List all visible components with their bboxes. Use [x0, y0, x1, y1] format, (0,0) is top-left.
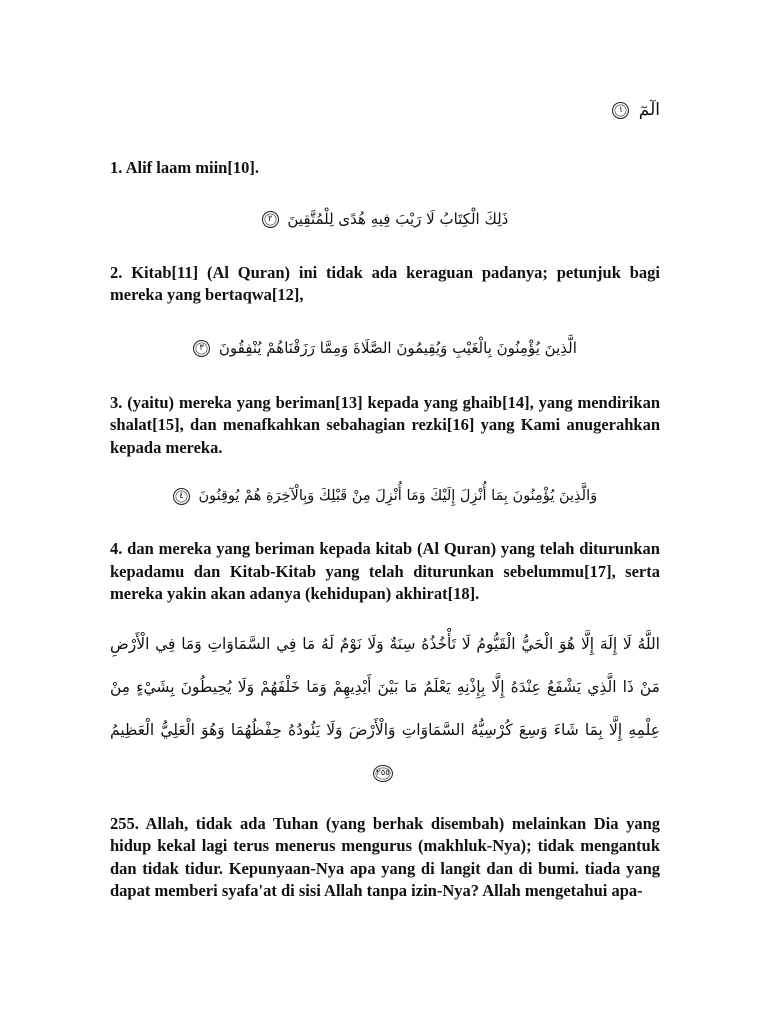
arabic-verse-text: الَّذِينَ يُؤْمِنُونَ بِالْغَيْبِ وَيُقِيمُونَ الصَّلَاةَ وَمِمَّا رَزَقْنَاهُمْ يُنْفِقُونَ: [218, 338, 577, 357]
ayah-end-marker: ٢٥٥: [373, 765, 393, 782]
arabic-verse-text: اللَّهُ لَا إِلَهَ إِلَّا هُوَ الْحَيُّ الْقَيُّومُ لَا تَأْخُذُهُ سِنَةٌ وَلَا نَوْمٌ لَهُ مَا فِي السَّمَاوَاتِ وَمَا فِي الْأَرْضِ مَنْ ذَا الَّذِي يَشْفَعُ عِنْدَهُ إِلَّا بِإِذْنِهِ يَعْلَمُ مَا بَيْنَ أَيْدِيهِمْ وَمَا خَلْفَهُمْ وَلَا يُحِيطُونَ بِشَيْءٍ مِنْ عِلْمِهِ إِلَّا بِمَا شَاءَ وَسِعَ كُرْسِيُّهُ السَّمَاوَاتِ وَالْأَرْضَ وَلَا يَئُودُهُ حِفْظُهُمَا وَهُوَ الْعَلِيُّ الْعَظِيمُ: [110, 634, 660, 739]
translation-verse-1: 1. Alif laam miin[10].: [110, 158, 259, 177]
translation-verse-255: 255. Allah, tidak ada Tuhan (yang berhak disembah) melainkan Dia yang hidup kekal lagi terus menerus mengurus (makhluk-Nya); tidak mengantuk dan tidak tidur. Kepunyaan-Nya apa yang di langit dan di bumi. tiada yang dapat memberi syafa'at di sisi Allah tanpa izin-Nya? Allah mengetahui apa-: [110, 813, 660, 900]
ayah-end-marker: ٤: [173, 488, 190, 505]
ayah-end-marker: ٣: [193, 340, 210, 357]
ayah-end-marker: ١: [612, 102, 629, 119]
arabic-verse-text: وَالَّذِينَ يُؤْمِنُونَ بِمَا أُنْزِلَ إِلَيْكَ وَمَا أُنْزِلَ مِنْ قَبْلِكَ وَبِالْآخِرَةِ هُمْ يُوقِنُونَ: [198, 488, 598, 504]
arabic-verse-2-line: [110, 202, 660, 236]
surah-opening-arabic-line: [110, 97, 660, 123]
translation-verse-2: 2. Kitab[11] (Al Quran) ini tidak ada keraguan padanya; petunjuk bagi mereka yang bertaqwa[12],: [110, 262, 660, 304]
arabic-verse-text: الٓمٓ: [638, 100, 660, 120]
arabic-verse-text: ذَلِكَ الْكِتَابُ لَا رَيْبَ فِيهِ هُدًى لِلْمُتَّقِينَ: [287, 209, 509, 228]
translation-verse-4: 4. dan mereka yang beriman kepada kitab (Al Quran) yang telah diturunkan kepadamu dan Kitab-Kitab yang telah diturunkan sebelummu[17], serta mereka yakin akan adanya (kehidupan) akhirat[18].: [110, 539, 660, 603]
arabic-ayat-kursi-block: [110, 623, 660, 795]
arabic-verse-4-line: [110, 479, 660, 513]
arabic-verse-3-line: [110, 331, 660, 365]
translation-verse-3: 3. (yaitu) mereka yang beriman[13] kepada yang ghaib[14], yang mendirikan shalat[15], dan menafkahkan sebahagian rezki[16] yang Kami anugerahkan kepada mereka.: [110, 392, 660, 457]
ayah-end-marker: ٢: [262, 211, 279, 228]
